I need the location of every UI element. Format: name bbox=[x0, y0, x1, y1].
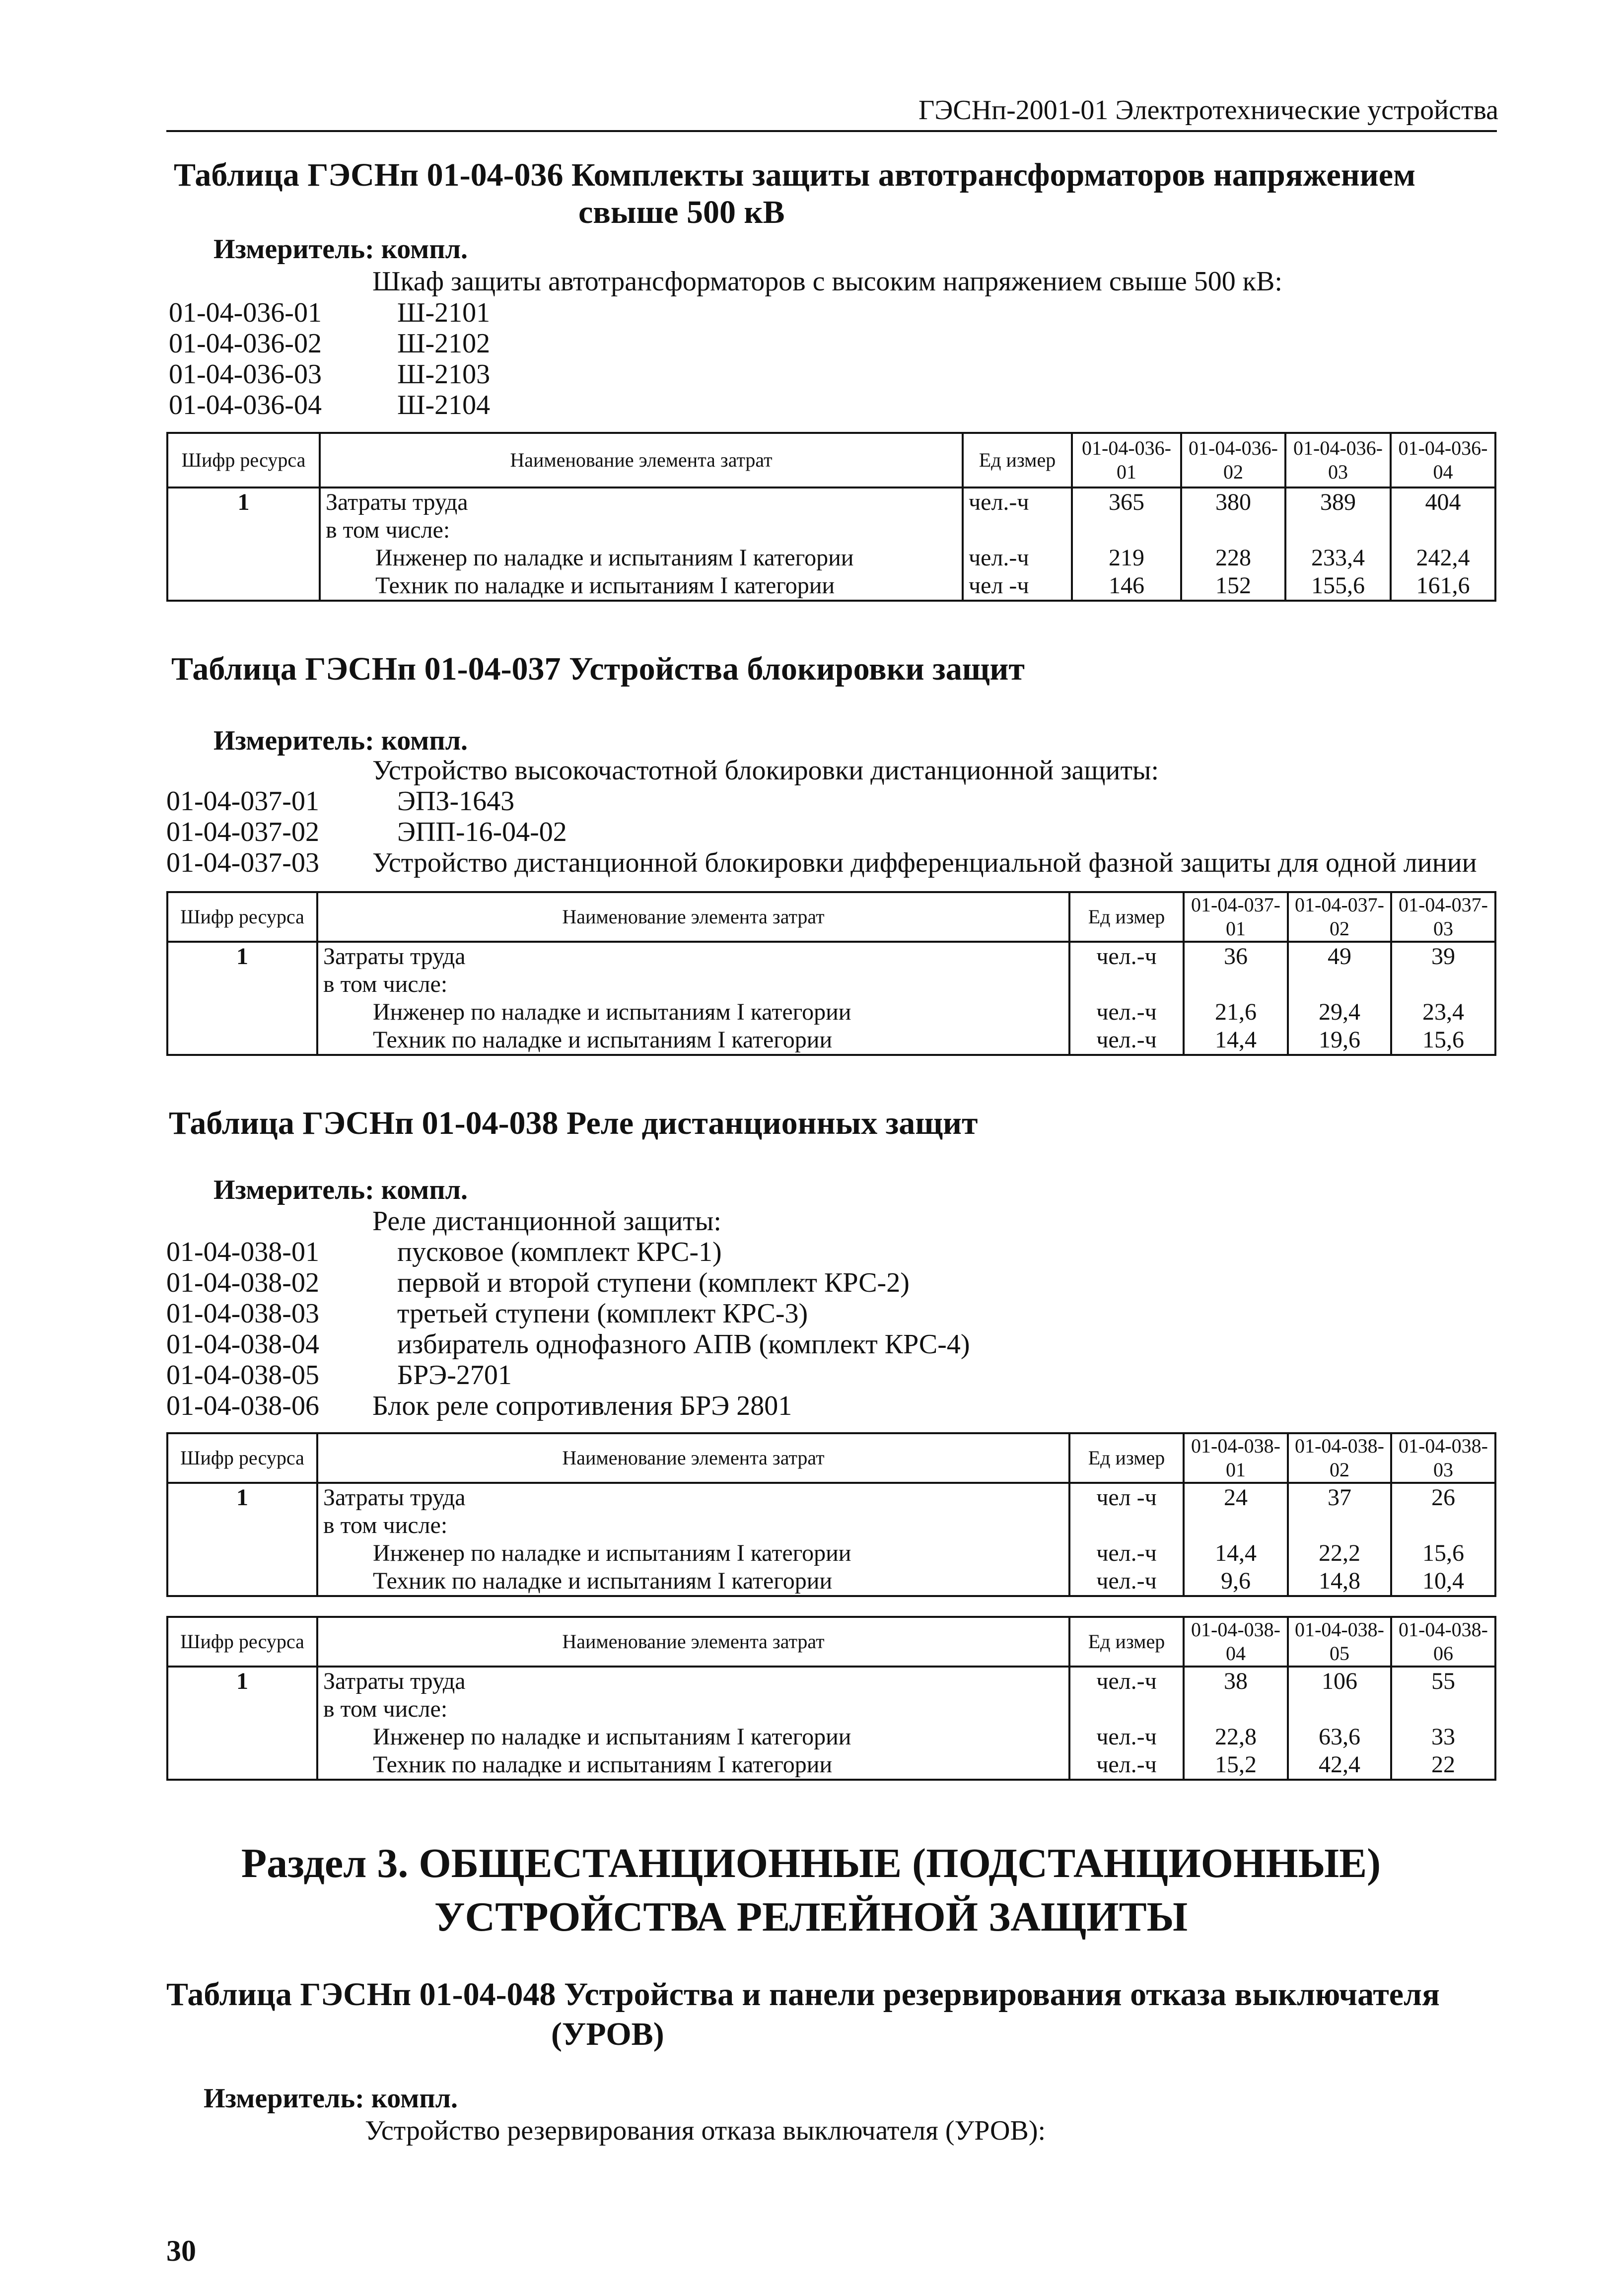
value: 22,2 bbox=[1319, 1540, 1360, 1566]
column-header: Шифр ресурса bbox=[167, 892, 317, 942]
column-header: Ед измер bbox=[1069, 1433, 1184, 1483]
resource-table-036 bbox=[166, 432, 1496, 602]
cost-name: Инженер по наладке и испытаниям I категории bbox=[373, 999, 851, 1025]
item-code: 01-04-037-03 bbox=[166, 847, 319, 878]
cost-name: Затраты труда bbox=[323, 1484, 466, 1511]
column-header: 01-04-037-03 bbox=[1391, 892, 1495, 942]
table-036-title-cont: свыше 500 кВ bbox=[578, 194, 785, 230]
value: 233,4 bbox=[1311, 545, 1365, 571]
item-code: 01-04-037-01 bbox=[166, 786, 319, 817]
item-name: пусковое (комплект КРС-1) bbox=[397, 1237, 722, 1267]
unit: чел.-ч bbox=[1096, 999, 1157, 1025]
item-name: Ш-2102 bbox=[397, 328, 491, 359]
cost-sub: в том числе: bbox=[326, 517, 450, 543]
cost-name: Инженер по наладке и испытаниям I категории bbox=[373, 1540, 851, 1566]
value: 365 bbox=[1109, 489, 1144, 515]
column-header: 01-04-037-02 bbox=[1288, 892, 1391, 942]
item-name: третьей ступени (комплект КРС-3) bbox=[397, 1298, 808, 1329]
item-code: 01-04-038-05 bbox=[166, 1360, 319, 1391]
value: 155,6 bbox=[1311, 572, 1365, 599]
value: 15,6 bbox=[1422, 1027, 1464, 1053]
item-code: 01-04-036-04 bbox=[169, 390, 322, 420]
column-header: 01-04-036-04 bbox=[1391, 433, 1495, 487]
value: 152 bbox=[1215, 572, 1251, 599]
item-name: Ш-2101 bbox=[397, 297, 491, 328]
table-037-intro: Устройство высокочастотной блокировки дистанционной защиты: bbox=[372, 755, 1159, 786]
table-037-measure: Измеритель: компл. bbox=[213, 725, 468, 756]
resource-table-038-b bbox=[166, 1616, 1496, 1781]
unit: чел.-ч bbox=[1096, 1568, 1157, 1594]
section-title: Раздел 3. ОБЩЕСТАНЦИОННЫЕ (ПОДСТАНЦИОННЫЕ) bbox=[241, 1840, 1381, 1886]
value: 15,2 bbox=[1215, 1751, 1257, 1778]
column-header: 01-04-038-01 bbox=[1184, 1433, 1288, 1483]
unit: чел.-ч bbox=[1096, 1724, 1157, 1750]
value: 39 bbox=[1431, 943, 1455, 970]
value: 63,6 bbox=[1319, 1724, 1360, 1750]
column-header: Ед измер bbox=[963, 433, 1072, 487]
column-header: 01-04-036-01 bbox=[1072, 433, 1181, 487]
value: 228 bbox=[1215, 545, 1251, 571]
resource-code: 1 bbox=[167, 1483, 317, 1596]
table-037-title: Таблица ГЭСНп 01-04-037 Устройства блокировки защит bbox=[171, 651, 1025, 687]
cost-name: Инженер по наладке и испытаниям I категории bbox=[373, 1724, 851, 1750]
column-header: 01-04-038-03 bbox=[1391, 1433, 1495, 1483]
value: 22 bbox=[1431, 1751, 1455, 1778]
column-header: Шифр ресурса bbox=[167, 1617, 317, 1667]
section-title-cont: УСТРОЙСТВА РЕЛЕЙНОЙ ЗАЩИТЫ bbox=[434, 1894, 1188, 1940]
cost-name: Инженер по наладке и испытаниям I категории bbox=[375, 545, 854, 571]
table-048-title: Таблица ГЭСНп 01-04-048 Устройства и панели резервирования отказа выключателя bbox=[166, 1976, 1440, 2013]
value: 19,6 bbox=[1319, 1027, 1360, 1053]
unit: чел.-ч bbox=[1096, 1751, 1157, 1778]
table-036-intro: Шкаф защиты автотрансформаторов с высоким напряжением свыше 500 кВ: bbox=[372, 266, 1282, 297]
item-name: ЭПП-16-04-02 bbox=[397, 817, 567, 847]
column-header: Наименование элемента затрат bbox=[317, 1617, 1069, 1667]
table-038-measure: Измеритель: компл. bbox=[213, 1175, 468, 1205]
column-header: Наименование элемента затрат bbox=[317, 892, 1069, 942]
value: 9,6 bbox=[1221, 1568, 1251, 1594]
value: 37 bbox=[1328, 1484, 1351, 1511]
table-048-intro: Устройство резервирования отказа выключателя (УРОВ): bbox=[365, 2115, 1046, 2146]
column-header: 01-04-037-01 bbox=[1184, 892, 1288, 942]
item-code: 01-04-038-06 bbox=[166, 1391, 319, 1421]
value: 146 bbox=[1109, 572, 1144, 599]
table-038-intro: Реле дистанционной защиты: bbox=[372, 1206, 721, 1237]
value: 10,4 bbox=[1422, 1568, 1464, 1594]
value: 106 bbox=[1322, 1668, 1357, 1694]
unit: чел.-ч bbox=[1096, 1540, 1157, 1566]
unit: чел.-ч bbox=[969, 545, 1029, 571]
unit: чел -ч bbox=[1096, 1484, 1157, 1511]
value: 49 bbox=[1328, 943, 1351, 970]
item-name: БРЭ-2701 bbox=[397, 1360, 512, 1391]
column-header: Наименование элемента затрат bbox=[320, 433, 963, 487]
column-header: Ед измер bbox=[1069, 1617, 1184, 1667]
resource-table-037 bbox=[166, 891, 1496, 1056]
table-036-measure: Измеритель: компл. bbox=[213, 234, 468, 265]
table-036-title: Таблица ГЭСНп 01-04-036 Комплекты защиты автотрансформаторов напряжением bbox=[174, 157, 1416, 193]
cost-sub: в том числе: bbox=[323, 1512, 448, 1538]
item-name: Устройство дистанционной блокировки дифференциальной фазной защиты для одной линии bbox=[372, 847, 1477, 878]
value: 55 bbox=[1431, 1668, 1455, 1694]
resource-code: 1 bbox=[167, 487, 320, 601]
value: 14,4 bbox=[1215, 1540, 1257, 1566]
table-048-measure: Измеритель: компл. bbox=[204, 2083, 458, 2114]
column-header: 01-04-038-05 bbox=[1288, 1617, 1391, 1667]
value: 242,4 bbox=[1416, 545, 1470, 571]
item-name: ЭПЗ-1643 bbox=[397, 786, 515, 817]
item-name: Блок реле сопротивления БРЭ 2801 bbox=[372, 1391, 792, 1421]
header-rule bbox=[166, 130, 1497, 132]
column-header: 01-04-036-03 bbox=[1285, 433, 1391, 487]
cost-name: Техник по наладке и испытаниям I категории bbox=[373, 1568, 833, 1594]
unit: чел -ч bbox=[969, 572, 1029, 599]
item-name: избиратель однофазного АПВ (комплект КРС-4) bbox=[397, 1329, 970, 1360]
cost-name: Техник по наладке и испытаниям I категории bbox=[373, 1027, 833, 1053]
column-header: Шифр ресурса bbox=[167, 1433, 317, 1483]
unit: чел.-ч bbox=[1096, 1668, 1157, 1694]
value: 21,6 bbox=[1215, 999, 1257, 1025]
column-header: Шифр ресурса bbox=[167, 433, 320, 487]
cost-name: Затраты труда bbox=[323, 943, 466, 970]
item-code: 01-04-038-03 bbox=[166, 1298, 319, 1329]
value: 161,6 bbox=[1416, 572, 1470, 599]
item-code: 01-04-036-03 bbox=[169, 359, 322, 390]
value: 38 bbox=[1224, 1668, 1248, 1694]
item-code: 01-04-038-04 bbox=[166, 1329, 319, 1360]
cost-name: Техник по наладке и испытаниям I категории bbox=[375, 572, 835, 599]
item-code: 01-04-036-01 bbox=[169, 297, 322, 328]
unit: чел.-ч bbox=[969, 489, 1029, 515]
item-code: 01-04-038-01 bbox=[166, 1237, 319, 1267]
cost-sub: в том числе: bbox=[323, 1696, 448, 1722]
column-header: 01-04-038-06 bbox=[1391, 1617, 1495, 1667]
cost-name: Затраты труда bbox=[326, 489, 468, 515]
running-header: ГЭСНп-2001-01 Электротехнические устройства bbox=[918, 95, 1499, 126]
value: 389 bbox=[1320, 489, 1356, 515]
cost-name: Техник по наладке и испытаниям I категории bbox=[373, 1751, 833, 1778]
item-name: первой и второй ступени (комплект КРС-2) bbox=[397, 1267, 910, 1298]
value: 380 bbox=[1215, 489, 1251, 515]
column-header: 01-04-038-02 bbox=[1288, 1433, 1391, 1483]
resource-code: 1 bbox=[167, 1667, 317, 1780]
value: 42,4 bbox=[1319, 1751, 1360, 1778]
value: 404 bbox=[1425, 489, 1461, 515]
column-header: 01-04-038-04 bbox=[1184, 1617, 1288, 1667]
value: 219 bbox=[1109, 545, 1144, 571]
unit: чел.-ч bbox=[1096, 1027, 1157, 1053]
value: 14,4 bbox=[1215, 1027, 1257, 1053]
table-038-title: Таблица ГЭСНп 01-04-038 Реле дистанционных защит bbox=[169, 1105, 978, 1141]
value: 15,6 bbox=[1422, 1540, 1464, 1566]
value: 36 bbox=[1224, 943, 1248, 970]
table-048-title-cont: (УРОВ) bbox=[551, 2016, 664, 2052]
item-code: 01-04-036-02 bbox=[169, 328, 322, 359]
page-number: 30 bbox=[166, 2234, 196, 2267]
item-name: Ш-2103 bbox=[397, 359, 491, 390]
column-header: Наименование элемента затрат bbox=[317, 1433, 1069, 1483]
value: 24 bbox=[1224, 1484, 1248, 1511]
item-code: 01-04-037-02 bbox=[166, 817, 319, 847]
value: 22,8 bbox=[1215, 1724, 1257, 1750]
value: 29,4 bbox=[1319, 999, 1360, 1025]
value: 14,8 bbox=[1319, 1568, 1360, 1594]
value: 23,4 bbox=[1422, 999, 1464, 1025]
value: 26 bbox=[1431, 1484, 1455, 1511]
cost-sub: в том числе: bbox=[323, 971, 448, 997]
item-name: Ш-2104 bbox=[397, 390, 491, 420]
cost-name: Затраты труда bbox=[323, 1668, 466, 1694]
item-code: 01-04-038-02 bbox=[166, 1267, 319, 1298]
resource-code: 1 bbox=[167, 942, 317, 1055]
column-header: 01-04-036-02 bbox=[1181, 433, 1285, 487]
value: 33 bbox=[1431, 1724, 1455, 1750]
unit: чел.-ч bbox=[1096, 943, 1157, 970]
resource-table-038-a bbox=[166, 1432, 1496, 1597]
column-header: Ед измер bbox=[1069, 892, 1184, 942]
